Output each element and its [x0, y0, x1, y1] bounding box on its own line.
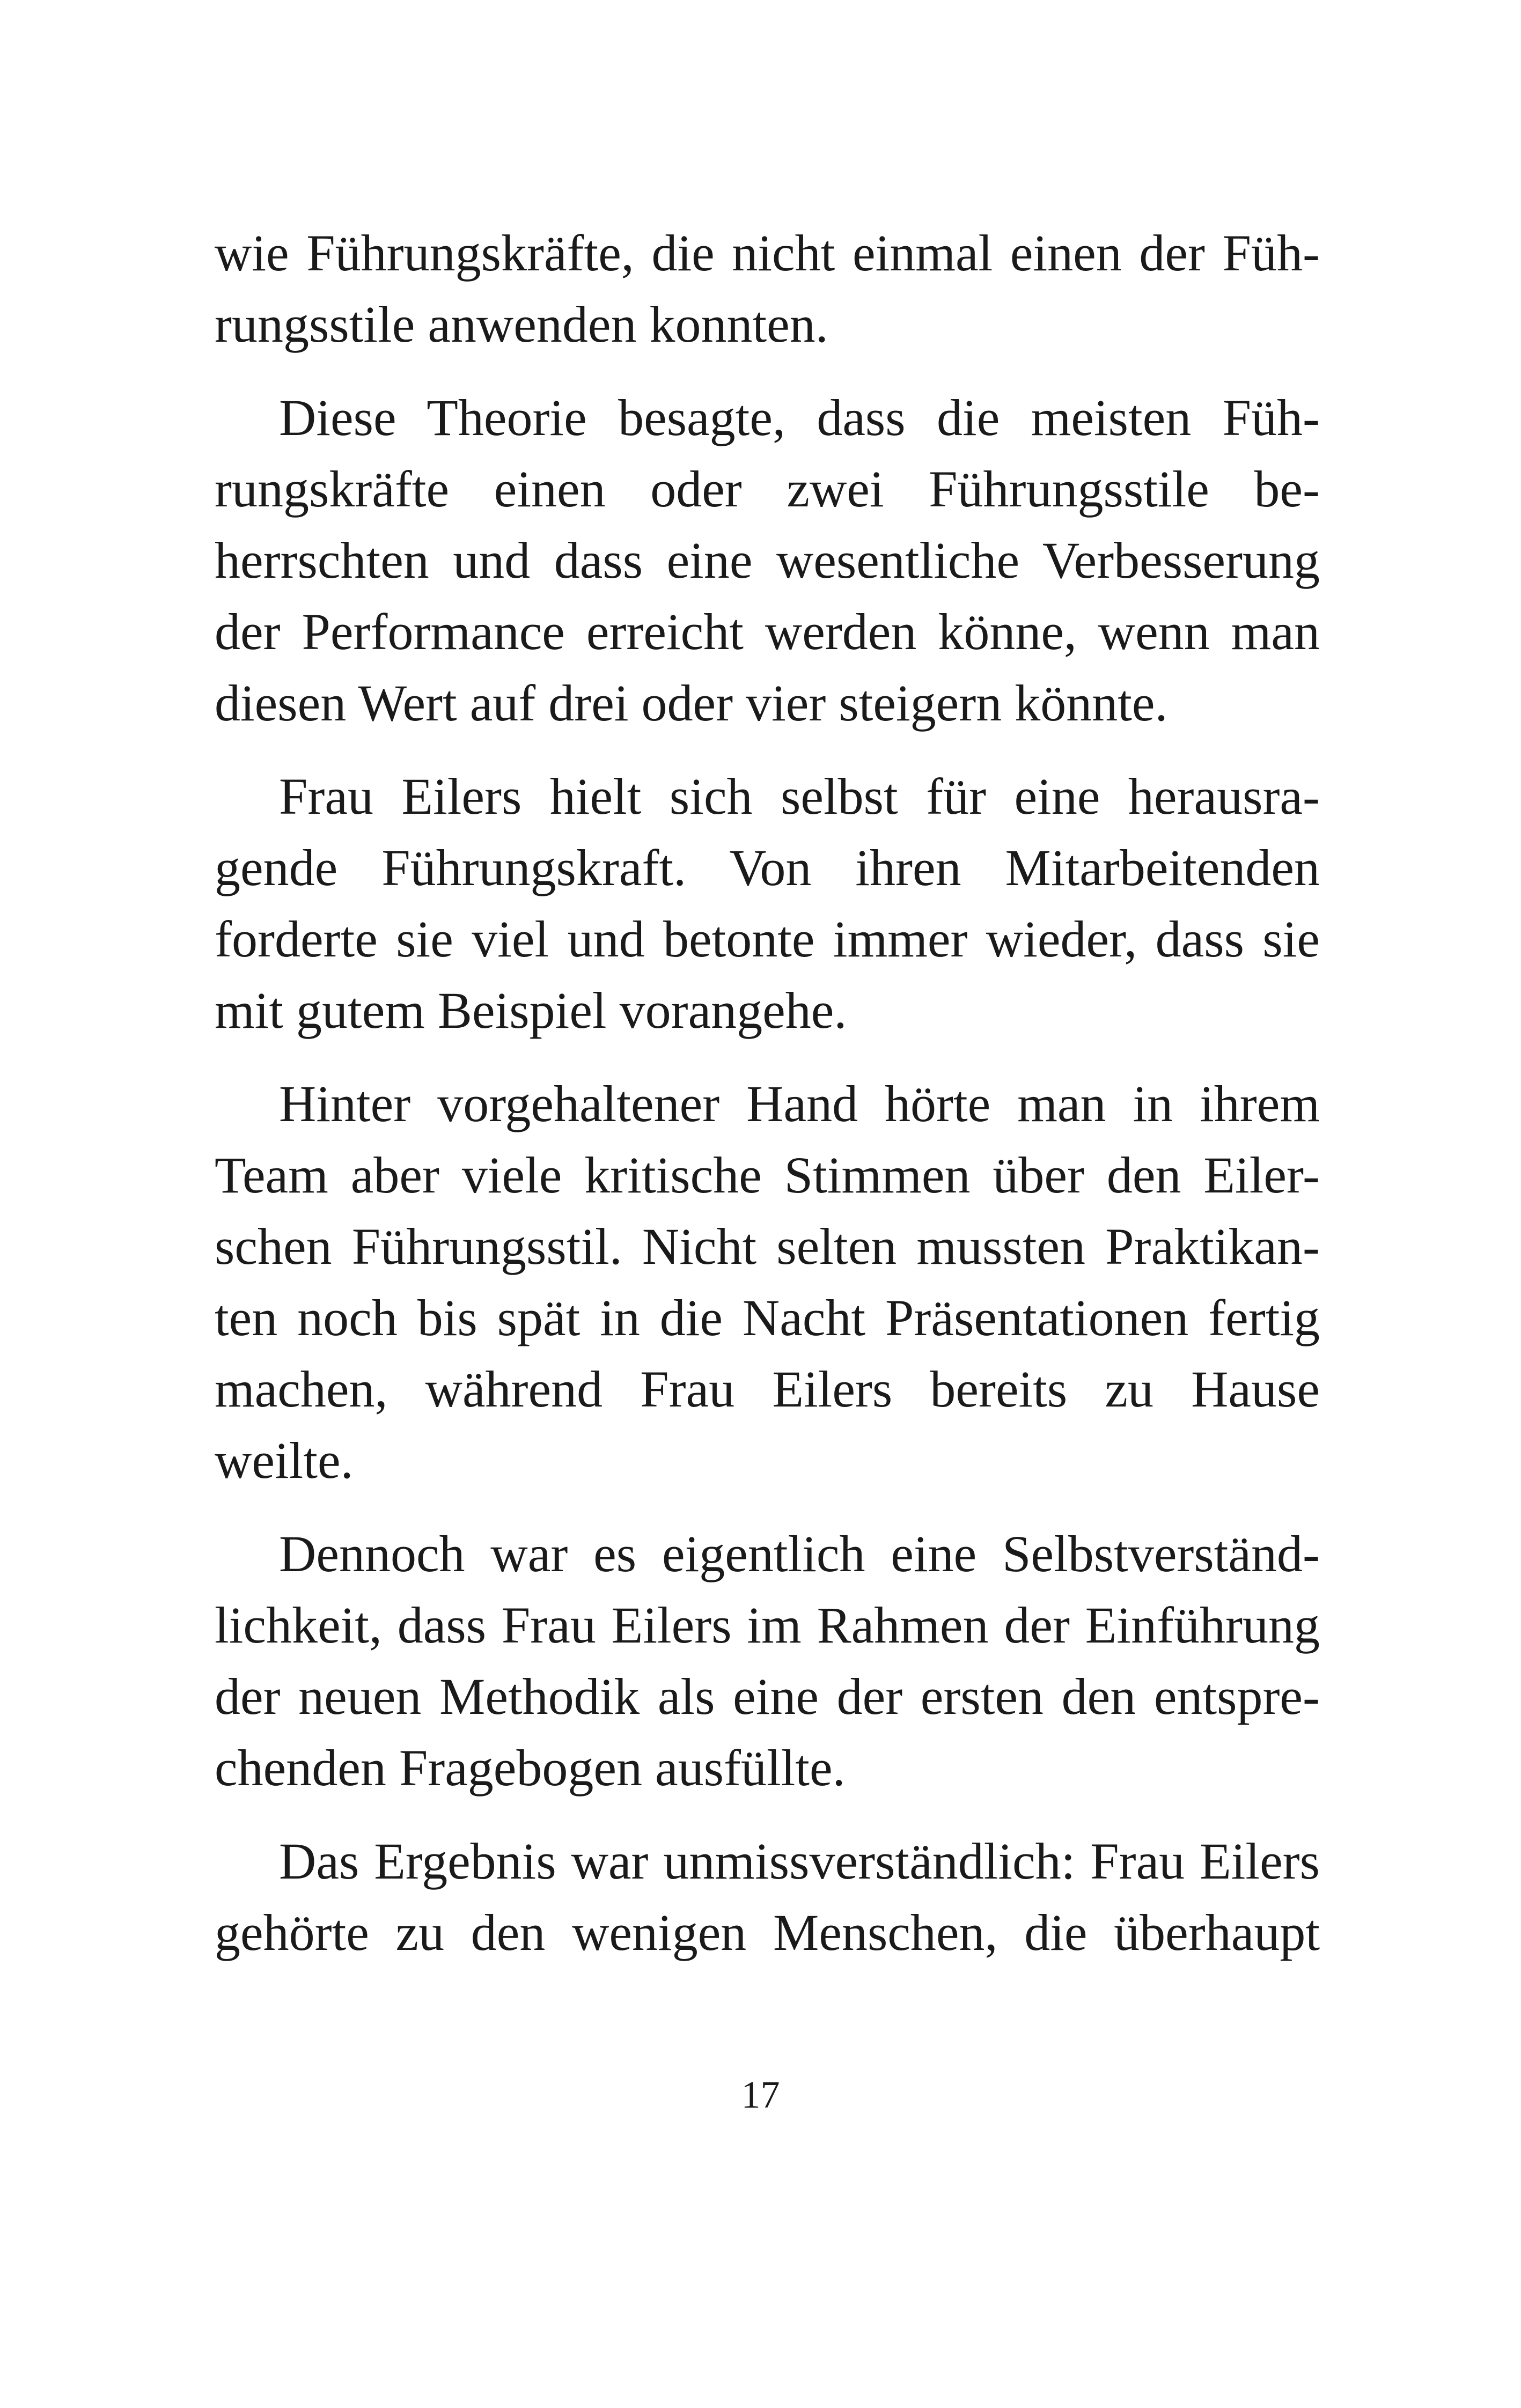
text-line: diesen Wert auf drei oder vier steigern könnte. — [215, 674, 1168, 732]
text-line: Team aber viele kritische Stimmen über den Eiler- — [215, 1146, 1320, 1204]
text-line: machen, während Frau Eilers bereits zu Hause — [215, 1360, 1320, 1418]
text-line: lichkeit, dass Frau Eilers im Rahmen der Einführung — [215, 1596, 1320, 1654]
text-line: wie Führungskräfte, die nicht einmal einen der Füh- — [215, 224, 1320, 282]
text-line: Hinter vorgehaltener Hand hörte man in ihrem — [279, 1075, 1320, 1132]
text-line: rungsstile anwenden konnten. — [215, 296, 828, 353]
text-line: herrschten und dass eine wesentliche Verbesserung — [215, 532, 1320, 589]
text-line: forderte sie viel und betonte immer wieder, dass sie — [215, 910, 1320, 968]
text-line: chenden Fragebogen ausfüllte. — [215, 1739, 846, 1796]
text-line: Diese Theorie besagte, dass die meisten Füh- — [279, 389, 1320, 446]
text-line: weilte. — [215, 1432, 354, 1489]
text-line: rungskräfte einen oder zwei Führungsstile be- — [215, 460, 1320, 518]
page-number: 17 — [741, 2073, 780, 2116]
text-line: Frau Eilers hielt sich selbst für eine herausra- — [279, 768, 1320, 825]
text-line: gende Führungskraft. Von ihren Mitarbeitenden — [215, 839, 1320, 896]
text-line: gehörte zu den wenigen Menschen, die überhaupt — [215, 1904, 1320, 1961]
text-line: ten noch bis spät in die Nacht Präsentationen fertig — [215, 1289, 1320, 1346]
text-line: Dennoch war es eigentlich eine Selbstverständ- — [279, 1525, 1320, 1582]
text-line: schen Führungsstil. Nicht selten mussten Praktikan- — [215, 1218, 1320, 1275]
text-line: Das Ergebnis war unmissverständlich: Frau Eilers — [279, 1832, 1320, 1890]
text-line: mit gutem Beispiel vorangehe. — [215, 982, 847, 1039]
text-line: der Performance erreicht werden könne, wenn man — [215, 603, 1320, 660]
text-line: der neuen Methodik als eine der ersten den entspre- — [215, 1668, 1320, 1725]
